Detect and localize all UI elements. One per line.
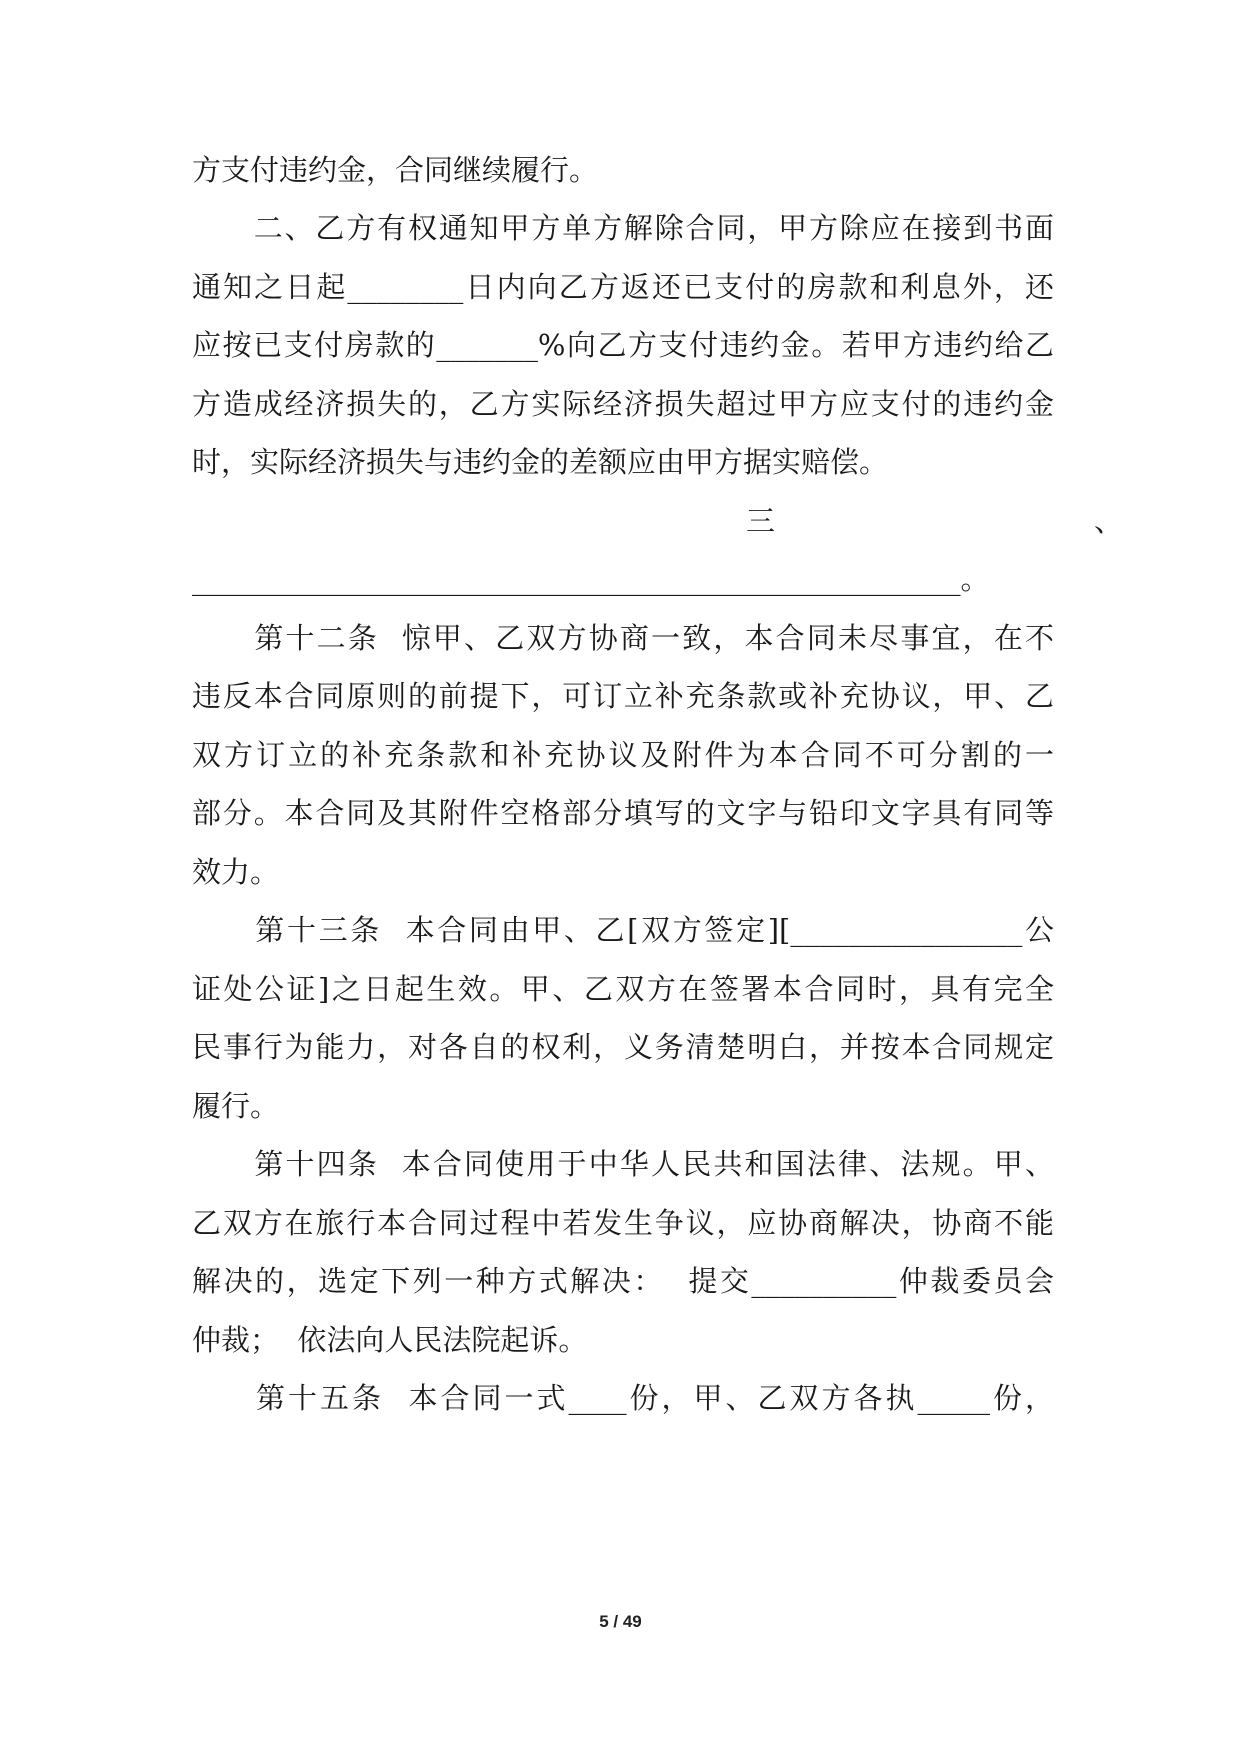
text-line: 履行。	[192, 1089, 280, 1123]
text-line: _____________________________________________________。	[192, 562, 990, 596]
page-number: 5 / 49	[599, 1612, 642, 1631]
text-line: 应按已支付房款的_______%向乙方支付违约金。若甲方违约给乙	[192, 328, 1054, 362]
text-line: 部分。本合同及其附件空格部分填写的文字与铅印文字具有同等	[192, 796, 1054, 830]
text-line: 通知之日起________日内向乙方返还已支付的房款和利息外，还	[192, 270, 1054, 304]
text-line: 时，实际经济损失与违约金的差额应由甲方据实赔偿。	[192, 445, 889, 479]
text-line: 仲裁； 依法向人民法院起诉。	[192, 1323, 588, 1357]
text-line: 双方订立的补充条款和补充协议及附件为本合同不可分割的一	[192, 738, 1054, 772]
text-line: 三 、	[746, 504, 1124, 538]
text-line: 第十二条 惊甲、乙双方协商一致，本合同未尽事宜，在不	[192, 621, 1054, 655]
text-line: 第十四条 本合同使用于中华人民共和国法律、法规。甲、	[192, 1147, 1054, 1181]
text-line: 方支付违约金，合同继续履行。	[192, 153, 599, 187]
text-line: 证处公证]之日起生效。甲、乙双方在签署本合同时，具有完全	[192, 972, 1054, 1006]
text-line: 乙双方在旅行本合同过程中若发生争议，应协商解决，协商不能	[192, 1206, 1054, 1240]
text-line: 效力。	[192, 855, 280, 889]
text-line: 民事行为能力，对各自的权利，义务清楚明白，并按本合同规定	[192, 1030, 1054, 1064]
text-line: 二、乙方有权通知甲方单方解除合同，甲方除应在接到书面	[192, 211, 1054, 245]
text-line: 解决的，选定下列一种方式解决： 提交__________仲裁委员会	[192, 1264, 1054, 1298]
text-line: 违反本合同原则的前提下，可订立补充条款或补充协议，甲、乙	[192, 679, 1054, 713]
text-line: 方造成经济损失的，乙方实际经济损失超过甲方应支付的违约金	[192, 387, 1054, 421]
text-line: 第十三条 本合同由甲、乙[双方签定][________________公	[192, 913, 1054, 947]
text-line: 第十五条 本合同一式____份，甲、乙双方各执_____份，	[192, 1381, 1054, 1415]
